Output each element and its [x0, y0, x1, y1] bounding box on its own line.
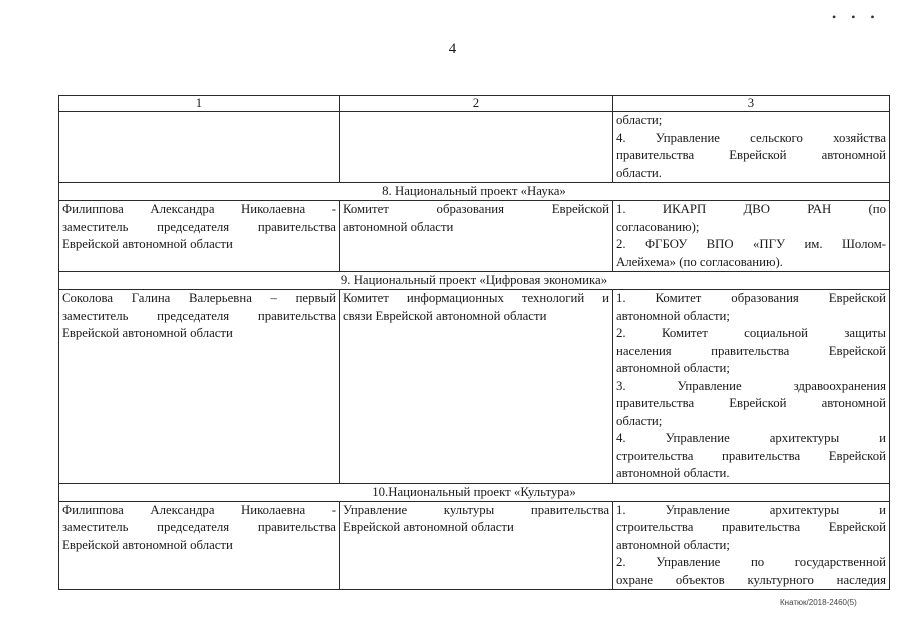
cell-line: заместитель председателя правительства: [62, 219, 336, 234]
responsible-person-cell: [59, 201, 340, 272]
header-row: [59, 96, 890, 112]
cell-line: автономной области;: [616, 308, 730, 323]
cell-line: 4. Управление архитектуры и: [616, 431, 886, 445]
cell-line: автономной области: [343, 219, 454, 234]
continuation-row: [59, 112, 890, 183]
cell-line: Управление культуры правительства: [343, 502, 609, 517]
continuation-col-1: [59, 112, 340, 183]
co-executors-cell: [613, 290, 890, 484]
header-col-2: 2: [340, 96, 613, 112]
continuation-col-2: [340, 112, 613, 183]
responsible-person-cell: [59, 501, 340, 590]
cell-line: Еврейской автономной области: [343, 520, 514, 534]
section-row: [59, 501, 890, 590]
cell-line: Алейхема» (по согласованию).: [616, 254, 784, 269]
cell-line: области;: [616, 413, 663, 428]
responsibility-table: [58, 95, 890, 590]
cell-line: связи Еврейской автономной области: [343, 308, 547, 323]
cell-line: заместитель председателя правительства: [62, 520, 336, 534]
continuation-col-3: [613, 112, 890, 183]
responsible-body-cell: [340, 501, 613, 590]
cell-line: 1. Управление архитектуры и: [616, 502, 886, 517]
header-col-3: 3: [613, 96, 890, 112]
cell-line: 2. Комитет социальной защиты: [616, 326, 886, 340]
responsible-person-cell: [59, 290, 340, 484]
cell-line: согласованию);: [616, 219, 700, 234]
responsible-body-cell: [340, 201, 613, 272]
section-row: [59, 201, 890, 272]
cell-line: автономной области.: [616, 466, 730, 480]
cell-line: заместитель председателя правительства: [62, 308, 336, 323]
cell-line: 2. ФГБОУ ВПО «ПГУ им. Шолом-: [616, 237, 886, 251]
cell-line: охране объектов культурного наследия: [616, 572, 886, 587]
cell-line: строительства правительства Еврейской: [616, 520, 886, 534]
cell-line: 2. Управление по государственной: [616, 555, 886, 569]
cell-line: Еврейской автономной области: [62, 326, 233, 340]
cell-line: автономной области;: [616, 537, 730, 552]
cell-line: автономной области;: [616, 361, 730, 375]
section-title-row: [59, 483, 890, 501]
cell-line: правительства Еврейской автономной: [616, 396, 886, 410]
cell-line: строительства правительства Еврейской: [616, 448, 886, 463]
cell-line: населения правительства Еврейской: [616, 343, 886, 358]
cell-line: Комитет информационных технологий и: [343, 291, 609, 305]
cell-line: Комитет образования Еврейской: [343, 202, 609, 216]
cell-line: Филиппова Александра Николаевна -: [62, 202, 336, 216]
cell-line: 3. Управление здравоохранения: [616, 378, 886, 393]
cell-line: Филиппова Александра Николаевна -: [62, 502, 336, 517]
section-title-row: [59, 272, 890, 290]
responsible-body-cell: [340, 290, 613, 484]
co-executors-cell: [613, 501, 890, 590]
page-number: 4: [448, 41, 457, 57]
section-title: 8. Национальный проект «Наука»: [59, 183, 890, 201]
cell-line: области.: [616, 165, 662, 180]
section-row: [59, 290, 890, 484]
cell-line: 4. Управление сельского хозяйства: [616, 130, 886, 145]
cell-line: Соколова Галина Валерьевна – первый: [62, 291, 336, 305]
section-title: 10.Национальный проект «Культура»: [59, 483, 890, 501]
cell-line: 1. Комитет образования Еврейской: [616, 291, 886, 305]
cell-line: Еврейской автономной области: [62, 537, 233, 552]
cell-line: 1. ИКАРП ДВО РАН (по: [616, 202, 886, 216]
header-col-1: 1: [59, 96, 340, 112]
cell-line: правительства Еврейской автономной: [616, 148, 886, 162]
document-code: Кнатюк/2018-2460(5): [780, 598, 857, 607]
corner-marks: • • •: [832, 10, 881, 24]
section-title-row: [59, 183, 890, 201]
cell-line: области;: [616, 113, 663, 127]
co-executors-cell: [613, 201, 890, 272]
cell-line: Еврейской автономной области: [62, 237, 233, 251]
section-title: 9. Национальный проект «Цифровая экономика»: [59, 272, 890, 290]
